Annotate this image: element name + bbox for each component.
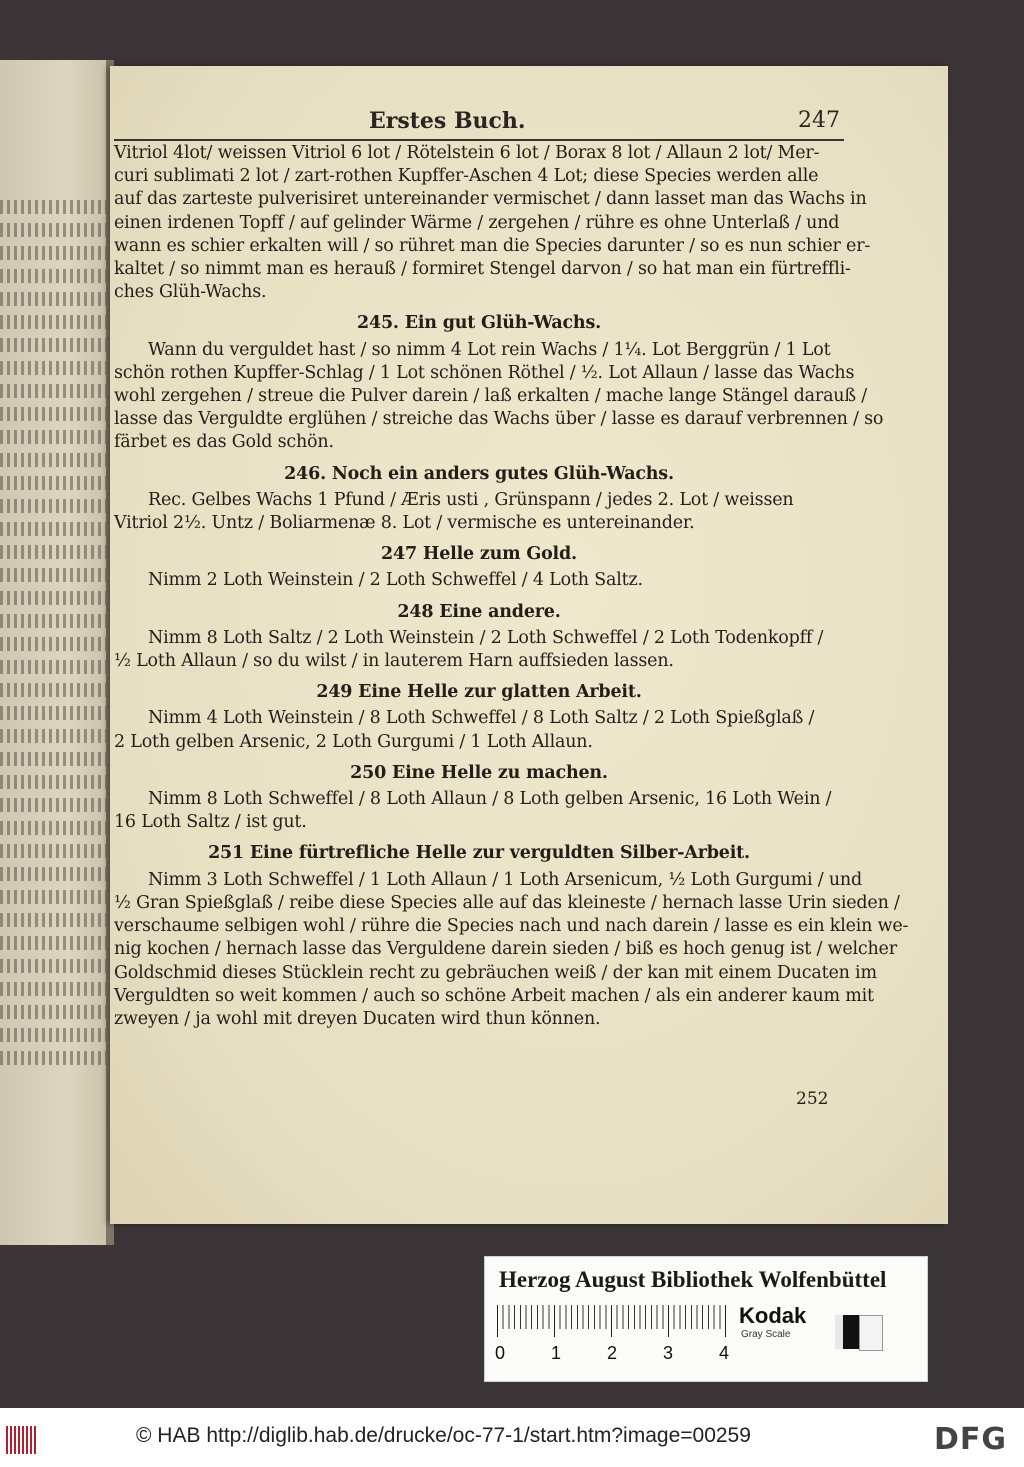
catchword: 252 — [796, 1089, 829, 1109]
gray-scale-label: Gray Scale — [741, 1329, 791, 1340]
text-line: Nimm 2 Loth Weinstein / 2 Loth Schweffel / 4 Loth Saltz. — [148, 570, 643, 591]
recipe-246 — [114, 489, 844, 535]
recipe-250 — [114, 788, 844, 834]
ruler-label: 2 — [607, 1343, 618, 1363]
text-line: Wann du verguldet hast / so nimm 4 Lot rein Wachs / 1¼. Lot Berggrün / 1 Lot — [148, 339, 831, 360]
ruler-label: 1 — [551, 1343, 562, 1363]
recipe-heading-246: 246. Noch ein anders gutes Glüh-Wachs. — [284, 463, 674, 484]
book-page — [110, 66, 948, 1224]
ruler-major-tick — [725, 1305, 726, 1337]
intro-paragraph — [114, 142, 871, 304]
text-line: nig kochen / hernach lasse das Verguldene darein sieden / biß es hoch genug ist / welcher — [114, 939, 897, 960]
hab-logo-icon — [6, 1426, 36, 1454]
text-line: ½ Loth Allaun / so du wilst / in lauterem Harn auffsieden lassen. — [114, 651, 674, 672]
library-name: Herzog August Bibliothek Wolfenbüttel — [499, 1267, 887, 1292]
recipe-heading-249: 249 Eine Helle zur glatten Arbeit. — [316, 682, 642, 703]
text-line: Vitriol 2½. Untz / Boliarmenæ 8. Lot / vermische es untereinander. — [114, 513, 695, 534]
facing-page-text-lines — [0, 200, 108, 1074]
facing-page-fragment — [0, 60, 112, 1245]
recipe-heading-248: 248 Eine andere. — [397, 601, 561, 622]
gray-swatch — [843, 1315, 859, 1349]
text-line: 2 Loth gelben Arsenic, 2 Loth Gurgumi / 1 Loth Allaun. — [114, 731, 593, 752]
text-line: Nimm 8 Loth Schweffel / 8 Loth Allaun / 8 Loth gelben Arsenic, 16 Loth Wein / — [148, 789, 832, 810]
recipe-heading-245: 245. Ein gut Glüh-Wachs. — [357, 313, 601, 334]
recipe-heading-251: 251 Eine fürtrefliche Helle zur verguldten Silber-Arbeit. — [208, 843, 750, 864]
gray-swatch — [859, 1315, 883, 1351]
text-line: lasse das Verguldte erglühen / streiche das Wachs über / lasse es darauf verbrennen / so — [114, 409, 884, 430]
text-line: Nimm 8 Loth Saltz / 2 Loth Weinstein / 2 Loth Schweffel / 2 Loth Todenkopff / — [148, 627, 824, 648]
running-title: Erstes Buch. — [369, 108, 526, 134]
text-line: ches Glüh-Wachs. — [114, 282, 267, 303]
footer-bar — [0, 1408, 1024, 1467]
text-line: Vitriol 4lot/ weissen Vitriol 6 lot / Rötelstein 6 lot / Borax 8 lot / Allaun 2 lot/ Mer- — [114, 143, 820, 163]
measurement-ruler — [497, 1305, 729, 1345]
kodak-logo: Kodak — [739, 1303, 807, 1328]
ruler-label: 0 — [495, 1343, 506, 1363]
copyright-link[interactable]: © HAB http://diglib.hab.de/drucke/oc-77-1/start.htm?image=00259 — [136, 1424, 751, 1447]
text-line: zweyen / ja wohl mit dreyen Ducaten wird thun können. — [114, 1008, 601, 1029]
text-line: wohl zergehen / streue die Pulver darein / laß erkalten / mache lange Stängel darauß / — [114, 386, 867, 407]
body-text — [114, 142, 909, 1031]
text-line: verschaume selbigen wohl / rühre die Species nach und nach darein / lasse es ein klein we- — [114, 916, 909, 937]
text-line: curi sublimati 2 lot / zart-rothen Kupffer-Aschen 4 Lot; diese Species werden alle — [114, 166, 819, 187]
recipe-245 — [114, 339, 884, 455]
recipe-249 — [114, 707, 844, 753]
dfg-logo: DFG — [934, 1422, 1008, 1457]
ruler-major-tick — [497, 1305, 498, 1337]
text-line: wann es schier erkalten will / so rühret man die Species darunter / so es nun schier er- — [114, 235, 871, 256]
page-content — [114, 108, 909, 1033]
library-color-card — [484, 1256, 928, 1382]
text-line: Goldschmid dieses Stücklein recht zu gebräuchen weiß / der kan mit einem Ducaten im — [114, 962, 877, 983]
text-line: schön rothen Kupffer-Schlag / 1 Lot schönen Röthel / ½. Lot Allaun / lasse das Wachs — [114, 362, 855, 383]
text-line: kaltet / so nimmt man es herauß / formiret Stengel darvon / so hat man ein fürtreffli- — [114, 259, 851, 280]
recipe-heading-250: 250 Eine Helle zu machen. — [350, 762, 608, 783]
text-line: Rec. Gelbes Wachs 1 Pfund / Æris usti , Grünspann / jedes 2. Lot / weissen — [148, 489, 794, 510]
head-rule — [114, 139, 844, 141]
recipe-248 — [114, 627, 844, 673]
recipe-251 — [114, 869, 909, 1031]
gray-swatch — [835, 1315, 843, 1349]
recipe-heading-247: 247 Helle zum Gold. — [381, 544, 577, 565]
running-head — [114, 108, 844, 142]
text-line: auf das zarteste pulverisiret untereinander vermischet / dann lasset man das Wachs in — [114, 189, 867, 210]
ruler-label: 4 — [719, 1343, 730, 1363]
recipe-247 — [114, 569, 844, 592]
ruler-major-tick — [554, 1305, 555, 1337]
ruler-label: 3 — [663, 1343, 674, 1363]
ruler-major-tick — [611, 1305, 612, 1337]
ruler-ticks — [497, 1305, 729, 1329]
text-line: Nimm 4 Loth Weinstein / 8 Loth Schweffel / 8 Loth Saltz / 2 Loth Spießglaß / — [148, 708, 815, 729]
text-line: 16 Loth Saltz / ist gut. — [114, 812, 307, 833]
text-line: Nimm 3 Loth Schweffel / 1 Loth Allaun / 1 Loth Arsenicum, ½ Loth Gurgumi / und — [148, 869, 862, 890]
text-line: einen irdenen Topff / auf gelinder Wärme / zergehen / rühre es ohne Unterlaß / und — [114, 212, 840, 233]
text-line: ½ Gran Spießglaß / reibe diese Species alle auf das kleineste / hernach lasse Urin sieden / — [114, 892, 900, 913]
text-line: färbet es das Gold schön. — [114, 432, 334, 453]
page-number: 247 — [798, 108, 840, 133]
ruler-major-tick — [668, 1305, 669, 1337]
text-line: Verguldten so weit kommen / auch so schöne Arbeit machen / als ein anderer kaum mit — [114, 985, 874, 1006]
